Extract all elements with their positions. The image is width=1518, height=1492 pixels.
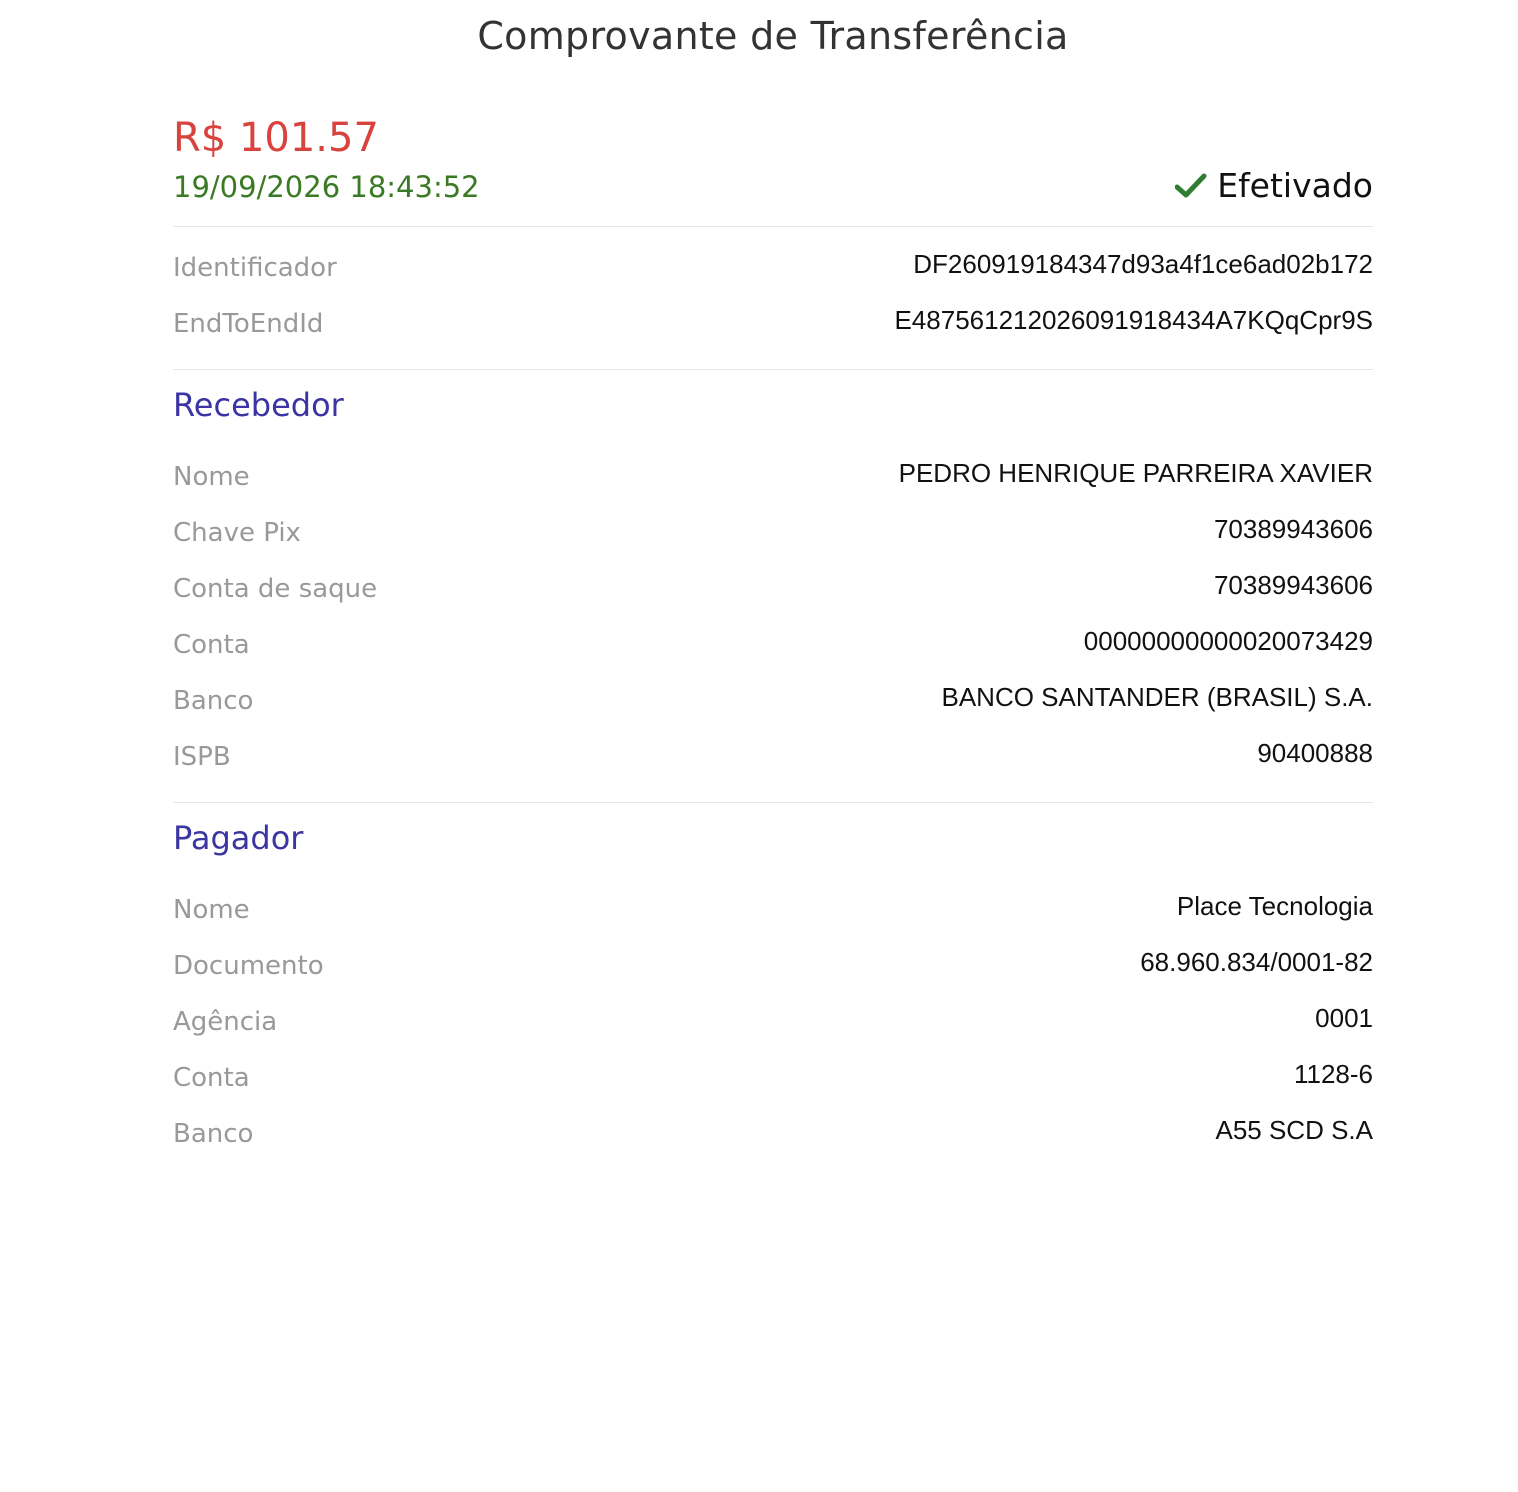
row-label: Nome	[173, 895, 250, 925]
recebedor-row-nome	[173, 450, 1373, 506]
row-label: ISPB	[173, 742, 231, 772]
receipt-content	[173, 110, 1373, 1163]
info-row-endtoendid	[173, 297, 1373, 353]
section-title-recebedor: Recebedor	[173, 386, 344, 424]
row-value: 0001	[1315, 1003, 1373, 1033]
recebedor-row-banco	[173, 674, 1373, 730]
row-value: E487561212026091918434A7KQqCpr9S	[894, 305, 1373, 335]
pagador-row-agencia	[173, 995, 1373, 1051]
row-value: 1128-6	[1293, 1059, 1373, 1089]
pagador-row-conta	[173, 1051, 1373, 1107]
amount: R$ 101.57	[173, 115, 379, 161]
row-value: 70389943606	[1213, 570, 1373, 600]
pagador-row-banco	[173, 1107, 1373, 1163]
section-title-pagador: Pagador	[173, 819, 304, 857]
row-label: Conta de saque	[173, 574, 378, 604]
info-row-identificador	[173, 241, 1373, 297]
status-badge	[1175, 166, 1373, 205]
status-label: Efetivado	[1217, 166, 1373, 205]
row-label: Chave Pix	[173, 518, 301, 548]
row-label: Identificador	[173, 253, 337, 283]
row-value: PEDRO HENRIQUE PARREIRA XAVIER	[898, 458, 1373, 488]
row-value: 70389943606	[1213, 514, 1373, 544]
recebedor-row-conta	[173, 618, 1373, 674]
row-label: Conta	[173, 1063, 250, 1093]
row-label: Banco	[173, 686, 254, 716]
pagador-row-nome	[173, 883, 1373, 939]
check-icon	[1175, 173, 1207, 199]
row-value: DF260919184347d93a4f1ce6ad02b172	[913, 249, 1373, 279]
row-label: Documento	[173, 951, 324, 981]
row-label: Banco	[173, 1119, 254, 1149]
recebedor-row-ispb	[173, 730, 1373, 786]
row-value: 90400888	[1257, 738, 1373, 768]
row-value: Place Tecnologia	[1176, 891, 1373, 921]
row-value: 00000000000020073429	[1083, 626, 1373, 656]
row-label: Agência	[173, 1007, 278, 1037]
row-value: A55 SCD S.A	[1215, 1115, 1373, 1145]
row-value: 68.960.834/0001-82	[1140, 947, 1373, 977]
row-value: BANCO SANTANDER (BRASIL) S.A.	[941, 682, 1373, 712]
row-label: Conta	[173, 630, 250, 660]
page-title: Comprovante de Transferência	[477, 14, 1069, 58]
status-row	[173, 166, 1373, 226]
row-label: Nome	[173, 462, 250, 492]
pagador-row-documento	[173, 939, 1373, 995]
transfer-datetime: 19/09/2026 18:43:52	[173, 170, 480, 204]
row-label: EndToEndId	[173, 309, 324, 339]
recebedor-row-conta-saque	[173, 562, 1373, 618]
recebedor-row-chave-pix	[173, 506, 1373, 562]
